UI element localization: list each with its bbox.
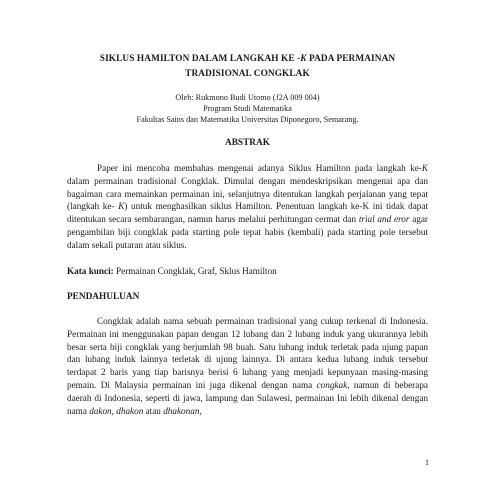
abstract-paragraph: Paper ini mencoba membahas mengenai adanya Siklus Hamilton pada langkah ke-K dalam permainan tradisional Congklak. Dimulai dengan mendeskripsikan mengenai apa dan bagaiman cara memainkan permainan ini, selanjutnya ditentukan langkah perjalanan yang tepat (langkah ke- K) untuk menghasilkan siklus Hamilton. Penentuan langkah ke-K ini tidak dapat ditentukan secara sembarangan, namun harus melalui perhitungan cermat dan trial and eror agar pengambilan biji congklak pada starting pole tepat habis (kembali) pada starting pole tersebut dalam sekali putaran atau siklus.: [67, 163, 428, 250]
faculty-line: Fakultas Sains dan Matematika Universitas Diponegoro, Semarang.: [136, 115, 359, 124]
paper-title-line-1: SIKLUS HAMILTON DALAM LANGKAH KE -K PADA PERMAINAN: [99, 54, 396, 64]
abstract-heading: ABSTRAK: [225, 138, 270, 148]
keywords-line: Kata kunci: Permainan Congklak, Graf, Sklus Hamilton: [67, 266, 277, 276]
page-number: 1: [425, 458, 429, 467]
introduction-paragraph: Congklak adalah nama sebuah permainan tradisional yang cukup terkenal di Indonesia. Permainan ini menggunakan papan dengan 12 lubang dan 2 lubang induk yang ukurannya lebih besar serta biji congklak yang berjumlah 98 buah. Satu lubang induk terletak pada ujung papan dan lubang induk lainnya terletak di ujung lainnya. Di antara kedua lubang induk tersebut terdapat 2 baris yang tiap barisnya berisi 6 lubang yang menjadi kepunyaan masing-masing pemain. Di Malaysia permainan ini juga dikenal dengan nama congkak, namun di beberapa daerah di Indonesia, seperti di jawa, lampung dan Sulawesi, permainan Ini lebih dikenal dengan nama dakon, dhakon atau dhakonan,: [67, 316, 428, 416]
author-line: Oleh: Rukmono Budi Utomo (J2A 009 004): [175, 93, 320, 102]
paper-title-line-2: TRADISIONAL CONGKLAK: [185, 69, 310, 79]
program-line: Program Studi Matematika: [203, 104, 292, 113]
introduction-heading: PENDAHULUAN: [67, 292, 140, 302]
